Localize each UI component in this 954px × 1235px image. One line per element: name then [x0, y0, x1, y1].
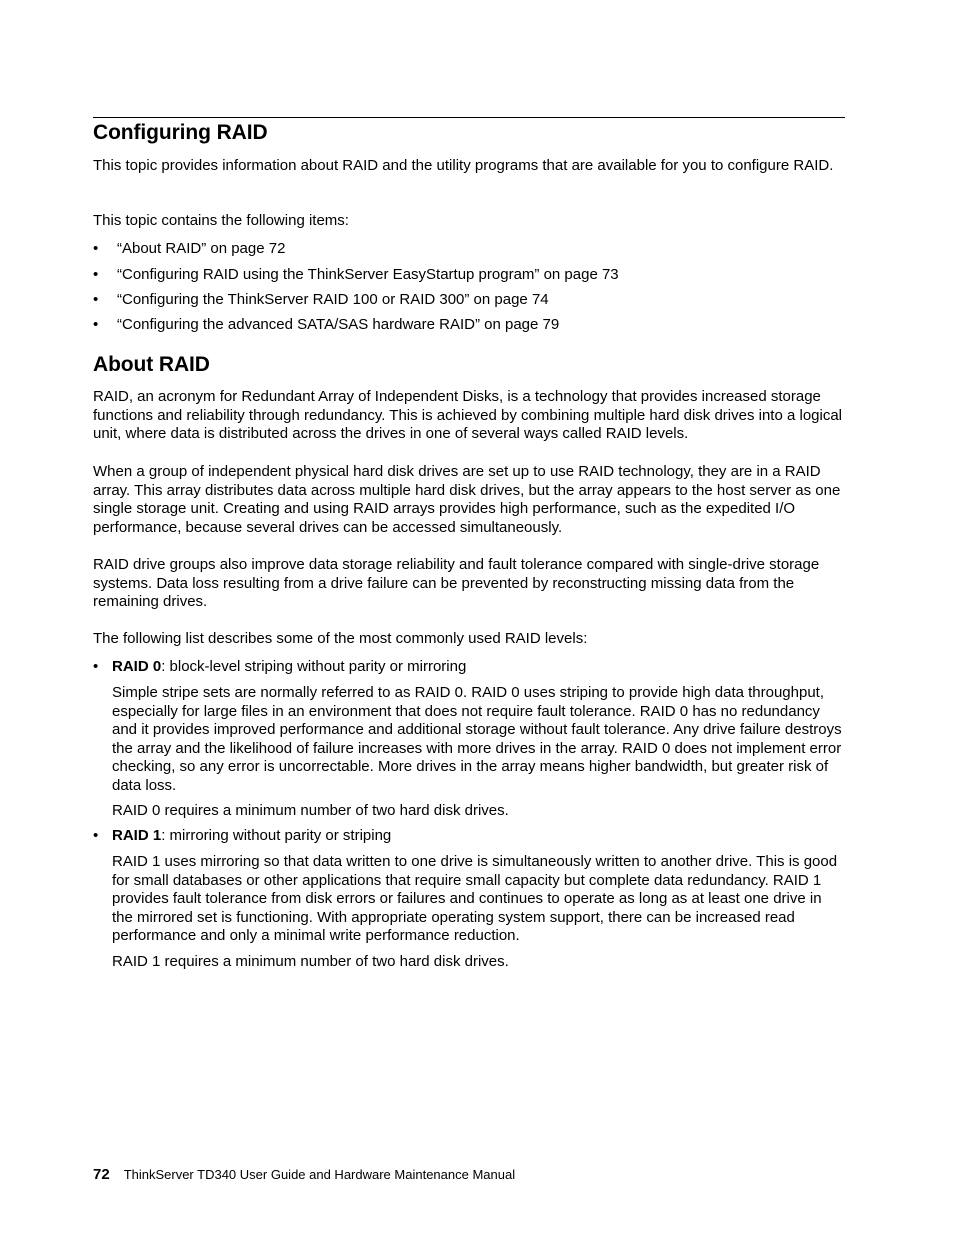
section-title-about-raid: About RAID — [93, 353, 210, 376]
section-divider — [93, 117, 845, 118]
raid-level-detail: RAID 1 uses mirroring so that data written to one drive is simultaneously written to another drive. This is good for small databases or other applications that require small capacity but complete data redundancy. RAID 1 provides fault tolerance from disk errors or failures and continues to operate as long as at least one drive in the mirrored set is functioning. With appropriate operating system support, there can be increased read performance and only a minimal write performance reduction. — [112, 853, 838, 945]
section-title-configuring-raid: Configuring RAID — [93, 121, 268, 144]
cross-reference-link[interactable]: “About RAID” on page 72 — [117, 240, 286, 257]
raid-level-name: RAID 1: mirroring without parity or striping — [112, 827, 392, 844]
raid-level-requirement: RAID 0 requires a minimum number of two hard disk drives. — [112, 802, 509, 819]
levels-intro-paragraph: The following list describes some of the most commonly used RAID levels: — [93, 630, 588, 647]
bullet-icon: • — [93, 316, 99, 333]
bullet-icon: • — [93, 827, 99, 844]
raid-level-summary: : mirroring without parity or striping — [161, 827, 392, 844]
raid-level-detail: Simple stripe sets are normally referred to as RAID 0. RAID 0 uses striping to provide high data throughput, especially for large files in an environment that does not require fault tolerance. RAID 0 has no redundancy and it provides improved performance and additional storage without fault tolerance. Any drive failure destroys the array and the likelihood of failure increases with more drives in the array. RAID 0 does not implement error checking, so any error is uncorrectable. More drives in the array means higher bandwidth, but greater risk of data loss. — [112, 684, 842, 794]
cross-reference-link[interactable]: “Configuring the advanced SATA/SAS hardware RAID” on page 79 — [117, 316, 560, 333]
raid-level-name: RAID 0: block-level striping without parity or mirroring — [112, 658, 467, 675]
configuring-intro-paragraph: This topic provides information about RAID and the utility programs that are available for you to configure RAID. — [93, 157, 834, 174]
document-page — [93, 0, 845, 1235]
raid-level-summary: : block-level striping without parity or mirroring — [161, 658, 467, 675]
bullet-icon: • — [93, 658, 99, 675]
about-paragraph-3: RAID drive groups also improve data storage reliability and fault tolerance compared with single-drive storage systems. Data loss resulting from a drive failure can be prevented by reconstructing missing data from the remaining drives. — [93, 556, 820, 611]
items-intro-paragraph: This topic contains the following items: — [93, 212, 349, 229]
manual-title: ThinkServer TD340 User Guide and Hardware Maintenance Manual — [123, 1167, 516, 1182]
about-paragraph-2: When a group of independent physical hard disk drives are set up to use RAID technology, they are in a RAID array. This array distributes data across multiple hard disk drives, but the array appears to the host server as one single storage unit. Creating and using RAID arrays provides high performance, such as the expedited I/O performance, because several drives can be accessed simultaneously. — [93, 463, 841, 536]
cross-reference-link[interactable]: “Configuring RAID using the ThinkServer EasyStartup program” on page 73 — [117, 266, 619, 283]
raid-level-requirement: RAID 1 requires a minimum number of two hard disk drives. — [112, 953, 509, 970]
cross-reference-link[interactable]: “Configuring the ThinkServer RAID 100 or RAID 300” on page 74 — [117, 291, 549, 308]
bullet-icon: • — [93, 240, 99, 257]
page-footer — [93, 1166, 515, 1184]
page-number: 72 — [93, 1166, 110, 1183]
bullet-icon: • — [93, 291, 99, 308]
bullet-icon: • — [93, 266, 99, 283]
about-paragraph-1: RAID, an acronym for Redundant Array of Independent Disks, is a technology that provides increased storage functions and reliability through redundancy. This is achieved by combining multiple hard disk drives into a logical unit, where data is distributed across the drives in one of several ways called RAID levels. — [93, 388, 843, 443]
